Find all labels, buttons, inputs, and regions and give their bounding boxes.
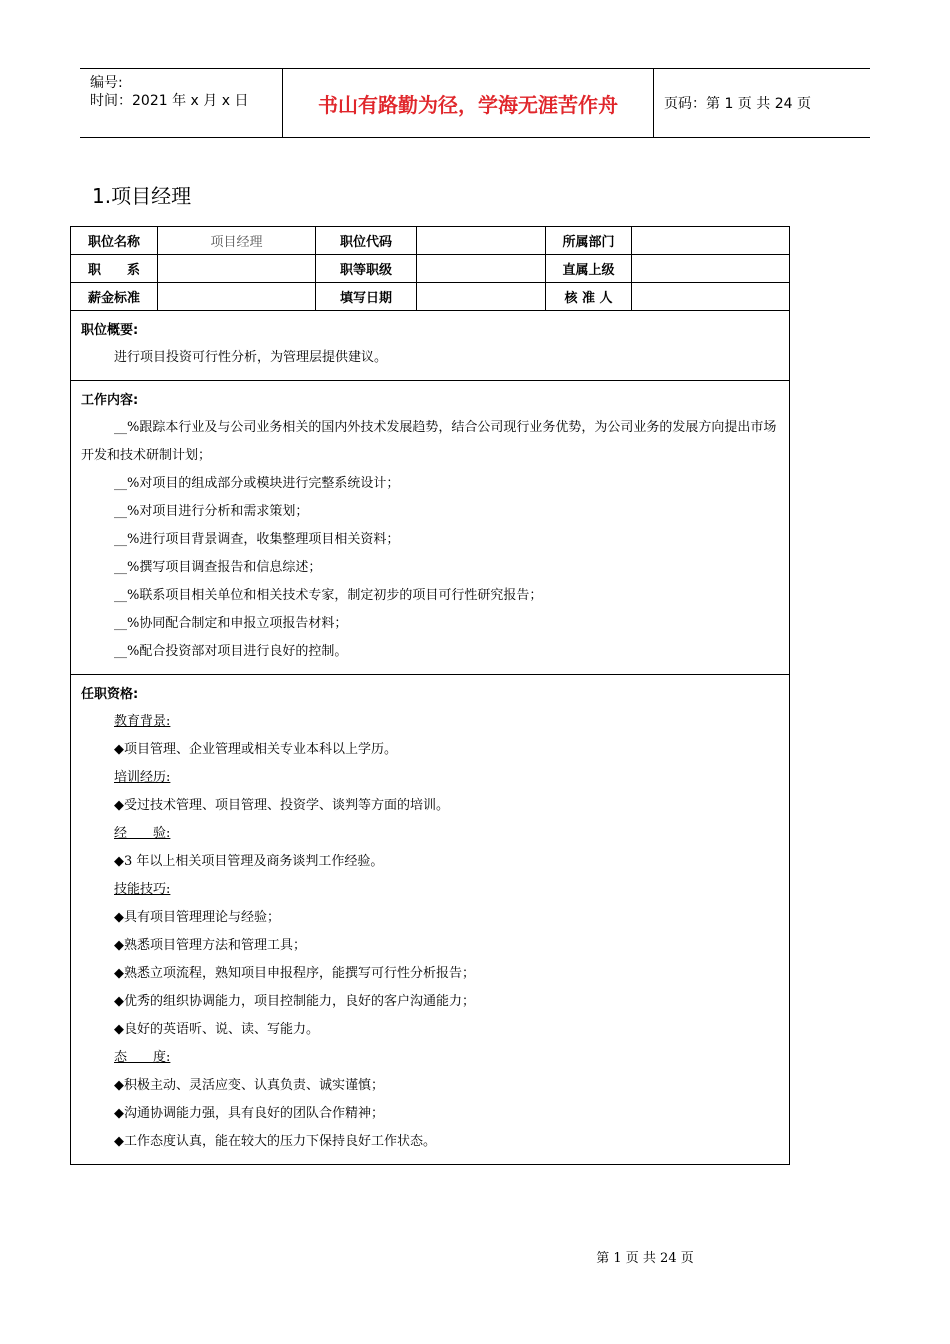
experience-item: ◆3 年以上相关项目管理及商务谈判工作经验。 <box>114 854 384 869</box>
job-description-table <box>70 226 790 1165</box>
attitude-heading: 态 度: <box>114 1050 171 1065</box>
education-item: ◆项目管理、企业管理或相关专业本科以上学历。 <box>114 742 397 757</box>
section-title: 1.项目经理 <box>92 184 192 208</box>
overview-text: 进行项目投资可行性分析，为管理层提供建议。 <box>114 350 388 365</box>
qualifications-title: 任职资格: <box>81 687 139 702</box>
skill-item: ◆具有项目管理理论与经验； <box>114 910 280 925</box>
education-heading: 教育背景: <box>114 714 171 729</box>
header-motto: 书山有路勤为径，学海无涯苦作舟 <box>283 69 654 137</box>
info-label: 所属部门 <box>546 227 632 255</box>
duty-item: __%协同配合制定和申报立项报告材料； <box>114 616 348 631</box>
training-item: ◆受过技术管理、项目管理、投资学、谈判等方面的培训。 <box>114 798 449 813</box>
attitude-item: ◆工作态度认真，能在较大的压力下保持良好工作状态。 <box>114 1134 436 1149</box>
info-value <box>417 227 546 255</box>
info-label: 职等职级 <box>316 255 417 283</box>
experience-heading: 经 验: <box>114 826 171 841</box>
duty-item: __%对项目的组成部分或模块进行完整系统设计； <box>114 476 400 491</box>
info-value <box>417 255 546 283</box>
skill-item: ◆熟悉项目管理方法和管理工具； <box>114 938 306 953</box>
info-label: 职位代码 <box>316 227 417 255</box>
overview-section <box>71 311 789 381</box>
info-label: 职位名称 <box>71 227 158 255</box>
info-value <box>158 283 316 311</box>
skill-item: ◆优秀的组织协调能力，项目控制能力，良好的客户沟通能力； <box>114 994 475 1009</box>
attitude-item: ◆积极主动、灵活应变、认真负责、诚实谨慎； <box>114 1078 384 1093</box>
number-label: 编号: <box>90 75 123 91</box>
duty-item: __%跟踪本行业及与公司业务相关的国内外技术发展趋势，结合公司现行业务优势，为公司业务的发展方向提出市场开发和技术研制计划； <box>81 420 777 463</box>
header-meta <box>80 69 283 137</box>
header-page-label: 页码：第 1 页 共 24 页 <box>664 96 811 112</box>
info-label: 填写日期 <box>316 283 417 311</box>
info-grid <box>71 227 789 311</box>
duty-item: __%进行项目背景调查，收集整理项目相关资料； <box>114 532 400 547</box>
time-label: 时间：2021 年 x 月 x 日 <box>90 93 249 109</box>
info-label: 薪金标准 <box>71 283 158 311</box>
info-value <box>632 227 789 255</box>
info-label: 直属上级 <box>546 255 632 283</box>
duties-section <box>71 381 789 675</box>
qualifications-section <box>71 675 789 1164</box>
skill-item: ◆熟悉立项流程，熟知项目申报程序，能撰写可行性分析报告； <box>114 966 475 981</box>
info-label: 职 系 <box>71 255 158 283</box>
info-value <box>632 283 789 311</box>
training-heading: 培训经历: <box>114 770 171 785</box>
duties-title: 工作内容: <box>81 393 139 408</box>
page-footer: 第 1 页 共 24 页 <box>596 1251 694 1266</box>
overview-title: 职位概要: <box>81 323 139 338</box>
attitude-item: ◆沟通协调能力强，具有良好的团队合作精神； <box>114 1106 384 1121</box>
duty-item: __%配合投资部对项目进行良好的控制。 <box>114 644 348 659</box>
info-value <box>632 255 789 283</box>
info-value <box>417 283 546 311</box>
info-value: 项目经理 <box>158 227 316 255</box>
page-header <box>80 68 870 138</box>
info-label: 核 准 人 <box>546 283 632 311</box>
duty-item: __%撰写项目调查报告和信息综述； <box>114 560 322 575</box>
skills-heading: 技能技巧: <box>114 882 171 897</box>
duty-item: __%联系项目相关单位和相关技术专家，制定初步的项目可行性研究报告； <box>114 588 543 603</box>
skill-item: ◆良好的英语听、说、读、写能力。 <box>114 1022 319 1037</box>
duty-item: __%对项目进行分析和需求策划； <box>114 504 309 519</box>
info-value <box>158 255 316 283</box>
